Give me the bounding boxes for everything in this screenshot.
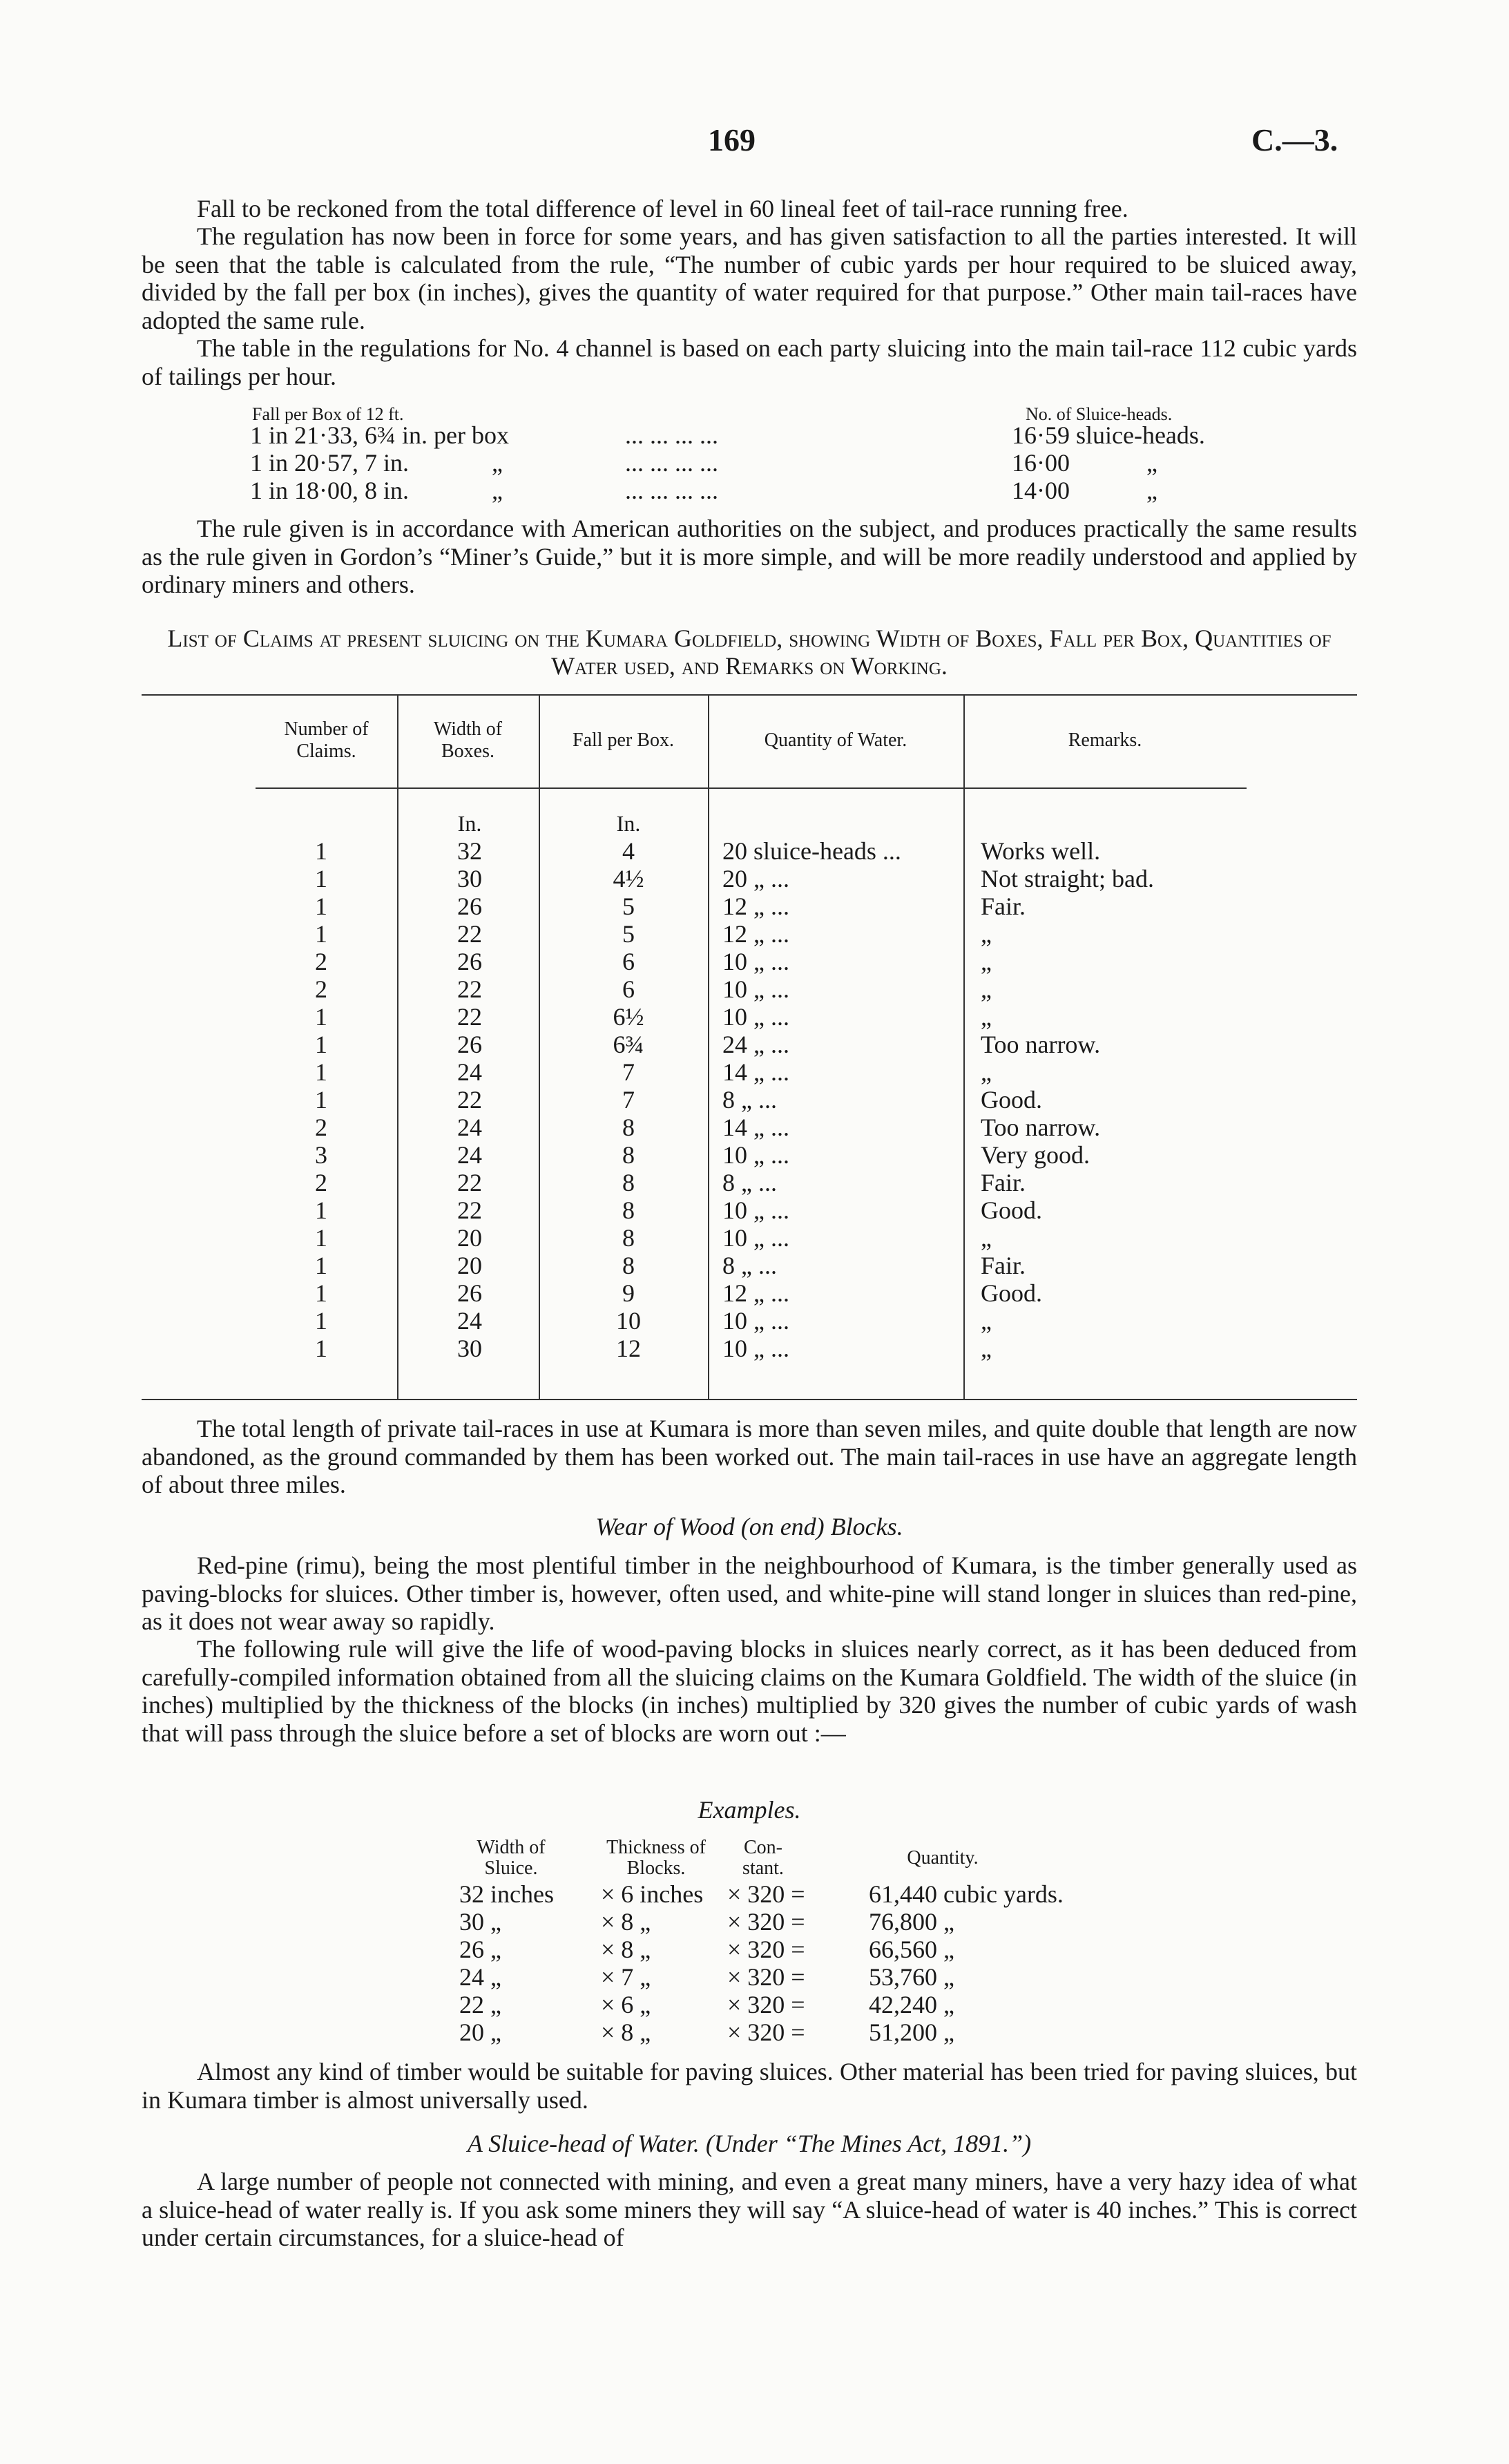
- remark: „: [981, 1307, 992, 1335]
- fall-table-header-heads: No. of Sluice-heads.: [1026, 404, 1173, 424]
- remark: Good.: [981, 1086, 1042, 1114]
- examples-header-thickness: Thickness of Blocks.: [606, 1837, 706, 1879]
- water-quantity: 10 „ ...: [722, 1003, 789, 1031]
- fall-per-box: 8: [622, 1169, 635, 1196]
- box-width: 22: [457, 1086, 482, 1114]
- fall-per-box: 8: [622, 1114, 635, 1141]
- box-width: 22: [457, 1196, 482, 1224]
- fall-per-box: 12: [616, 1335, 641, 1362]
- box-width: 22: [457, 975, 482, 1003]
- ditto-mark: „: [1146, 449, 1157, 477]
- intro-paragraph-1: Fall to be reckoned from the total difference of level in 60 lineal feet of tail-race running free.: [197, 195, 1128, 222]
- fall-per-box: 4½: [613, 865, 644, 892]
- claims-count: 3: [315, 1141, 327, 1169]
- claims-count: 1: [315, 920, 327, 948]
- box-width: 24: [457, 1058, 482, 1086]
- constant: × 320 =: [727, 2018, 805, 2046]
- document-reference: C.—3.: [1251, 122, 1338, 157]
- claims-count: 1: [315, 1003, 327, 1031]
- quantity: 76,800 „: [869, 1908, 954, 1936]
- remark: Fair.: [981, 892, 1026, 920]
- remark: „: [981, 920, 992, 948]
- water-quantity: 12 „ ...: [722, 1279, 789, 1307]
- block-thickness: × 6 inches: [601, 1880, 704, 1908]
- sluice-heads-value: 16·59 sluice-heads.: [1012, 421, 1205, 449]
- remark: „: [981, 1058, 992, 1086]
- page-number: 169: [708, 122, 756, 157]
- unit-label: In.: [616, 811, 641, 836]
- remark: „: [981, 1224, 992, 1252]
- examples-header-width: Width of Sluice.: [477, 1837, 546, 1879]
- water-quantity: 10 „ ...: [722, 948, 789, 975]
- caption-text: List of Claims at present sluicing on the Kumara Goldfield, showing Width of Boxes, Fall per Box, Quantities of Water used, and Remarks on Working.: [167, 624, 1332, 680]
- table-header-rule: [256, 787, 1247, 789]
- intro-paragraph-3: The table in the regulations for No. 4 channel is based on each party sluicing into the main tail-race 112 cubic yards of tailings per hour.: [142, 334, 1357, 390]
- box-width: 26: [457, 1279, 482, 1307]
- fall-per-box: 8: [622, 1141, 635, 1169]
- block-thickness: × 6 „: [601, 1991, 651, 2018]
- water-quantity: 10 „ ...: [722, 975, 789, 1003]
- header-number-of-claims: Number of Claims.: [284, 718, 369, 762]
- fall-table-header-fall: Fall per Box of 12 ft.: [252, 404, 404, 424]
- examples-header-constant: Con-stant.: [742, 1837, 784, 1879]
- fall-per-box: 9: [622, 1279, 635, 1307]
- claims-count: 1: [315, 892, 327, 920]
- water-quantity: 12 „ ...: [722, 892, 789, 920]
- fall-per-box: 6½: [613, 1003, 644, 1031]
- remark: Good.: [981, 1196, 1042, 1224]
- column-divider: [708, 694, 709, 1399]
- remark: Too narrow.: [981, 1114, 1101, 1141]
- constant: × 320 =: [727, 1963, 805, 1991]
- fall-per-box: 6¾: [613, 1031, 644, 1058]
- remark: „: [981, 948, 992, 975]
- water-quantity: 24 „ ...: [722, 1031, 789, 1058]
- sluice-width: 26 „: [459, 1936, 501, 1963]
- water-quantity: 14 „ ...: [722, 1114, 789, 1141]
- rule-paragraph: The rule given is in accordance with American authorities on the subject, and produces practically the same results as the rule given in Gordon’s “Miner’s Guide,” but it is more simple, and will be more readily understood and applied by ordinary miners and others.: [142, 515, 1357, 598]
- fall-per-box: 10: [616, 1307, 641, 1335]
- header-quantity-of-water: Quantity of Water.: [764, 729, 907, 751]
- water-quantity: 8 „ ...: [722, 1252, 777, 1279]
- box-width: 26: [457, 948, 482, 975]
- box-width: 20: [457, 1224, 482, 1252]
- fall-per-box: 4: [622, 837, 635, 865]
- box-width: 32: [457, 837, 482, 865]
- box-width: 22: [457, 1169, 482, 1196]
- leader-dots: ... ... ... ...: [625, 421, 718, 449]
- remark: Good.: [981, 1279, 1042, 1307]
- block-thickness: × 7 „: [601, 1963, 651, 1991]
- ditto-mark: „: [492, 477, 503, 504]
- claims-count: 1: [315, 1224, 327, 1252]
- water-quantity: 8 „ ...: [722, 1169, 777, 1196]
- remark: Too narrow.: [981, 1031, 1101, 1058]
- box-width: 20: [457, 1252, 482, 1279]
- claims-count: 2: [315, 948, 327, 975]
- box-width: 24: [457, 1307, 482, 1335]
- fall-per-box: 5: [622, 920, 635, 948]
- remark: „: [981, 1335, 992, 1362]
- water-quantity: 10 „ ...: [722, 1224, 789, 1252]
- remark: Very good.: [981, 1141, 1090, 1169]
- table-bottom-rule: [142, 1399, 1357, 1400]
- box-width: 26: [457, 1031, 482, 1058]
- water-quantity: 10 „ ...: [722, 1307, 789, 1335]
- remark: „: [981, 975, 992, 1003]
- water-quantity: 10 „ ...: [722, 1335, 789, 1362]
- box-width: 24: [457, 1114, 482, 1141]
- claims-count: 1: [315, 1086, 327, 1114]
- header-remarks: Remarks.: [1068, 729, 1142, 751]
- fall-value: 1 in 21·33, 6¾ in. per box: [250, 421, 509, 449]
- timber-paragraph: Almost any kind of timber would be suitable for paving sluices. Other material has been tried for paving sluices, but in Kumara timber is almost universally used.: [142, 2058, 1357, 2114]
- quantity: 51,200 „: [869, 2018, 954, 2046]
- claims-count: 1: [315, 865, 327, 892]
- examples-heading: Examples.: [698, 1796, 801, 1824]
- claims-count: 2: [315, 975, 327, 1003]
- quantity: 66,560 „: [869, 1936, 954, 1963]
- fall-per-box: 5: [622, 892, 635, 920]
- wear-paragraph-1: Red-pine (rimu), being the most plentiful timber in the neighbourhood of Kumara, is the timber generally used as paving-blocks for sluices. Other timber is, however, often used, and white-pine will stand longer in sluices than red-pine, as it does not wear away so rapidly.: [142, 1551, 1357, 1635]
- water-quantity: 10 „ ...: [722, 1141, 789, 1169]
- unit-label: In.: [457, 811, 482, 836]
- constant: × 320 =: [727, 1908, 805, 1936]
- claims-table-caption: [142, 624, 1357, 680]
- fall-per-box: 7: [622, 1058, 635, 1086]
- wear-paragraph-2: The following rule will give the life of wood-paving blocks in sluices nearly correct, as it has been deduced from carefully-compiled information obtained from all the sluicing claims on the Kumara Goldfield. The width of the sluice (in inches) multiplied by the thickness of the blocks (in inches) multiplied by 320 gives the number of cubic yards of wash that will pass through the sluice before a set of blocks are worn out :—: [142, 1635, 1357, 1747]
- fall-per-box: 6: [622, 948, 635, 975]
- claims-count: 2: [315, 1114, 327, 1141]
- water-quantity: 8 „ ...: [722, 1086, 777, 1114]
- box-width: 24: [457, 1141, 482, 1169]
- claims-count: 1: [315, 1196, 327, 1224]
- claims-count: 1: [315, 1252, 327, 1279]
- remark: „: [981, 1003, 992, 1031]
- remark: Fair.: [981, 1169, 1026, 1196]
- block-thickness: × 8 „: [601, 1908, 651, 1936]
- ditto-mark: „: [1146, 477, 1157, 504]
- intro-paragraph-2: The regulation has now been in force for some years, and has given satisfaction to all the parties interested. It will be seen that the table is calculated from the rule, “The number of cubic yards per hour required to be sluiced away, divided by the fall per box (in inches), gives the quantity of water required for that purpose.” Other main tail-races have adopted the same rule.: [142, 222, 1357, 334]
- header-width-of-boxes: Width of Boxes.: [433, 718, 503, 762]
- claims-count: 1: [315, 1279, 327, 1307]
- constant: × 320 =: [727, 1936, 805, 1963]
- water-quantity: 20 sluice-heads ...: [722, 837, 901, 865]
- column-divider: [539, 694, 540, 1399]
- sluice-width: 32 inches: [459, 1880, 554, 1908]
- fall-per-box: 8: [622, 1252, 635, 1279]
- sluice-heads-value: 16·00: [1012, 449, 1070, 477]
- constant: × 320 =: [727, 1991, 805, 2018]
- water-quantity: 10 „ ...: [722, 1196, 789, 1224]
- header-fall-per-box: Fall per Box.: [573, 729, 674, 751]
- sluice-width: 30 „: [459, 1908, 501, 1936]
- fall-value: 1 in 20·57, 7 in.: [250, 449, 409, 477]
- remark: Fair.: [981, 1252, 1026, 1279]
- water-quantity: 20 „ ...: [722, 865, 789, 892]
- claims-count: 1: [315, 1058, 327, 1086]
- water-quantity: 12 „ ...: [722, 920, 789, 948]
- claims-count: 1: [315, 1031, 327, 1058]
- leader-dots: ... ... ... ...: [625, 449, 718, 477]
- remark: Not straight; bad.: [981, 865, 1154, 892]
- claims-count: 2: [315, 1169, 327, 1196]
- claims-count: 1: [315, 1335, 327, 1362]
- block-thickness: × 8 „: [601, 1936, 651, 1963]
- section-heading-wear: Wear of Wood (on end) Blocks.: [595, 1513, 903, 1540]
- box-width: 22: [457, 1003, 482, 1031]
- table-top-rule: [142, 694, 1357, 696]
- quantity: 42,240 „: [869, 1991, 954, 2018]
- box-width: 26: [457, 892, 482, 920]
- remark: Works well.: [981, 837, 1101, 865]
- claims-count: 1: [315, 837, 327, 865]
- fall-per-box: 6: [622, 975, 635, 1003]
- sluice-width: 24 „: [459, 1963, 501, 1991]
- column-divider: [963, 694, 965, 1399]
- fall-per-box: 7: [622, 1086, 635, 1114]
- fall-per-box: 8: [622, 1196, 635, 1224]
- box-width: 30: [457, 1335, 482, 1362]
- constant: × 320 =: [727, 1880, 805, 1908]
- water-quantity: 14 „ ...: [722, 1058, 789, 1086]
- sluice-head-paragraph: A large number of people not connected with mining, and even a great many miners, have a very hazy idea of what a sluice-head of water really is. If you ask some miners they will say “A sluice-head of water is 40 inches.” This is correct under certain circumstances, for a sluice-head of: [142, 2168, 1357, 2251]
- box-width: 22: [457, 920, 482, 948]
- examples-header-quantity: Quantity.: [907, 1847, 979, 1869]
- ditto-mark: „: [492, 449, 503, 477]
- section-heading-sluice-head: A Sluice-head of Water. (Under “The Mines Act, 1891.”): [467, 2130, 1032, 2157]
- quantity: 53,760 „: [869, 1963, 954, 1991]
- fall-per-box: 8: [622, 1224, 635, 1252]
- sluice-width: 22 „: [459, 1991, 501, 2018]
- box-width: 30: [457, 865, 482, 892]
- quantity: 61,440 cubic yards.: [869, 1880, 1064, 1908]
- tail-races-paragraph: The total length of private tail-races in use at Kumara is more than seven miles, and quite double that length are now abandoned, as the ground commanded by them has been worked out. The main tail-races in use have an aggregate length of about three miles.: [142, 1415, 1357, 1498]
- sluice-width: 20 „: [459, 2018, 501, 2046]
- sluice-heads-value: 14·00: [1012, 477, 1070, 504]
- claims-count: 1: [315, 1307, 327, 1335]
- block-thickness: × 8 „: [601, 2018, 651, 2046]
- leader-dots: ... ... ... ...: [625, 477, 718, 504]
- fall-value: 1 in 18·00, 8 in.: [250, 477, 409, 504]
- column-divider: [397, 694, 398, 1399]
